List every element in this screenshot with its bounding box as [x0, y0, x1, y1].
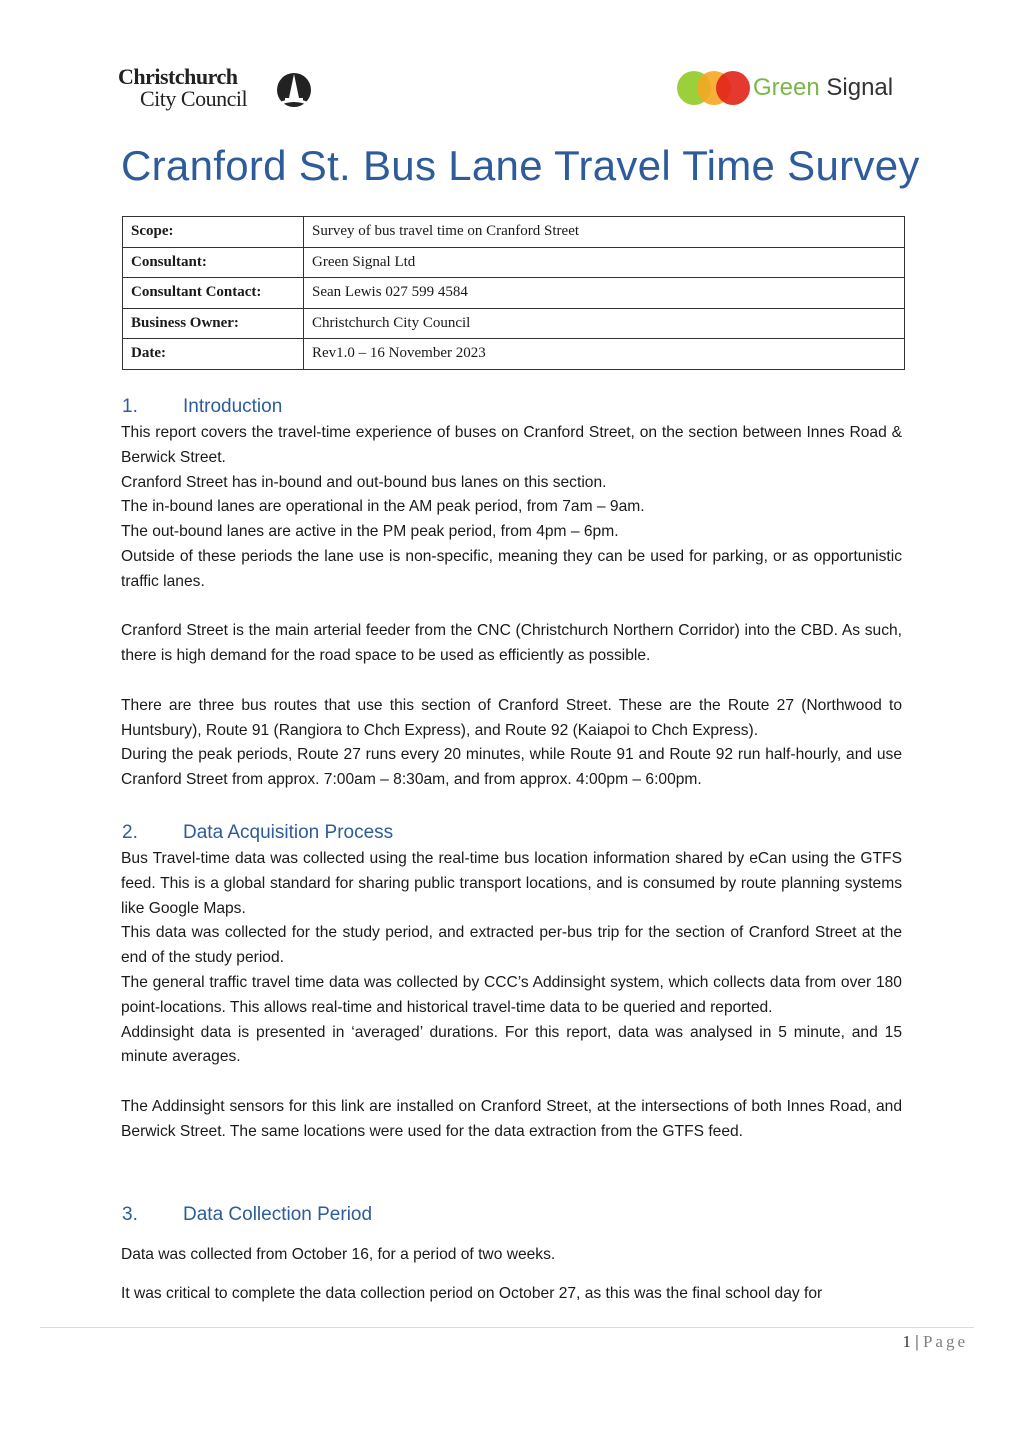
section-body-data-collection	[121, 1243, 902, 1307]
page-header	[0, 62, 1012, 118]
cathedral-icon	[276, 68, 312, 112]
page-title: Cranford St. Bus Lane Travel Time Survey	[121, 142, 920, 189]
paragraph: This report covers the travel-time experience of buses on Cranford Street, on the section between Innes Road & Berwick Street.	[121, 424, 902, 466]
project-details-table	[122, 216, 905, 370]
ccc-logo-text	[118, 66, 247, 110]
details-label: Consultant:	[123, 247, 304, 278]
details-label: Date:	[123, 339, 304, 370]
gs-logo-signal: Signal	[826, 74, 894, 101]
paragraph: There are three bus routes that use this section of Cranford Street. These are the Route 27 (Northwood to Huntsbury), Route 91 (Rangiora to Chch Express), and Route 92 (Kaiapoi to Chch Express).	[121, 696, 902, 739]
paragraph: Outside of these periods the lane use is non-specific, meaning they can be used for parking, or as opportunistic traffic lanes.	[121, 547, 902, 590]
details-row	[123, 339, 905, 370]
paragraph: It was critical to complete the data collection period on October 27, as this was the final school day for	[121, 1284, 823, 1302]
green-signal-wordmark	[753, 74, 893, 102]
section-body-data-acquisition	[121, 847, 902, 1145]
details-row	[123, 308, 905, 339]
paragraph: Cranford Street is the main arterial feeder from the CNC (Christchurch Northern Corridor) into the CBD. As such, there is high demand for the road space to be used as efficiently as possible.	[121, 622, 902, 665]
details-row	[123, 247, 905, 278]
paragraph: Addinsight data is presented in ‘averaged’ durations. For this report, data was analysed in 5 minute, and 15 minute averages.	[121, 1023, 902, 1066]
paragraph: Cranford Street has in-bound and out-bound bus lanes on this section.	[121, 473, 607, 491]
green-signal-logo	[676, 68, 896, 108]
details-row	[123, 278, 905, 309]
section-title: Data Collection Period	[183, 1204, 373, 1225]
paragraph: The Addinsight sensors for this link are installed on Cranford Street, at the intersections of both Innes Road, and Berwick Street. The same locations were used for the data extraction from the GTFS feed.	[121, 1097, 902, 1140]
section-heading-data-acquisition	[122, 822, 393, 844]
section-number: 1.	[122, 396, 138, 417]
page-number-value: 1	[902, 1332, 912, 1351]
section-number: 3.	[122, 1204, 138, 1225]
details-value: Green Signal Ltd	[304, 247, 905, 278]
paragraph: The in-bound lanes are operational in the AM peak period, from 7am – 9am.	[121, 498, 645, 516]
paragraph: The general traffic travel time data was collected by CCC’s Addinsight system, which collects data from over 180 point-locations. This allows real-time and historical travel-time data to be queried and reported.	[121, 973, 902, 1016]
section-number: 2.	[122, 822, 138, 843]
section-heading-data-collection	[122, 1204, 372, 1226]
details-value: Survey of bus travel time on Cranford Street	[304, 217, 905, 248]
traffic-signal-icon	[676, 70, 752, 106]
page-word: Page	[922, 1332, 968, 1351]
paragraph-gap	[121, 1070, 902, 1095]
details-label: Scope:	[123, 217, 304, 248]
paragraph: The out-bound lanes are active in the PM peak period, from 4pm – 6pm.	[121, 523, 619, 541]
details-value: Christchurch City Council	[304, 308, 905, 339]
ccc-logo-line1: Christchurch	[118, 64, 238, 89]
details-value: Sean Lewis 027 599 4584	[304, 278, 905, 309]
details-label: Consultant Contact:	[123, 278, 304, 309]
section-title: Data Acquisition Process	[183, 822, 394, 843]
gs-logo-green: Green	[753, 74, 827, 101]
paragraph: During the peak periods, Route 27 runs every 20 minutes, while Route 91 and Route 92 run half-hourly, and use Cranford Street from approx. 7:00am – 8:30am, and from approx. 4:00pm – 6:00pm.	[121, 746, 902, 789]
section-title: Introduction	[183, 396, 283, 417]
details-label: Business Owner:	[123, 308, 304, 339]
page-number	[903, 1332, 968, 1352]
ccc-logo-line2: City Council	[140, 86, 248, 111]
paragraph: Bus Travel-time data was collected using the real-time bus location information shared by eCan using the GTFS feed. This is a global standard for sharing public transport locations, and is consumed by route planning systems like Google Maps.	[121, 850, 902, 917]
paragraph-gap	[121, 595, 902, 620]
details-value: Rev1.0 – 16 November 2023	[304, 339, 905, 370]
details-row	[123, 217, 905, 248]
christchurch-city-council-logo	[118, 66, 318, 116]
section-heading-introduction	[122, 396, 282, 418]
paragraph-gap	[121, 669, 902, 694]
page-number-separator: |	[911, 1332, 923, 1351]
paragraph: This data was collected for the study period, and extracted per-bus trip for the section of Cranford Street at the end of the study period.	[121, 924, 902, 967]
project-details-body	[123, 217, 905, 370]
footer-divider	[40, 1327, 974, 1328]
section-body-introduction	[121, 421, 902, 793]
paragraph: Data was collected from October 16, for a period of two weeks.	[121, 1246, 556, 1263]
